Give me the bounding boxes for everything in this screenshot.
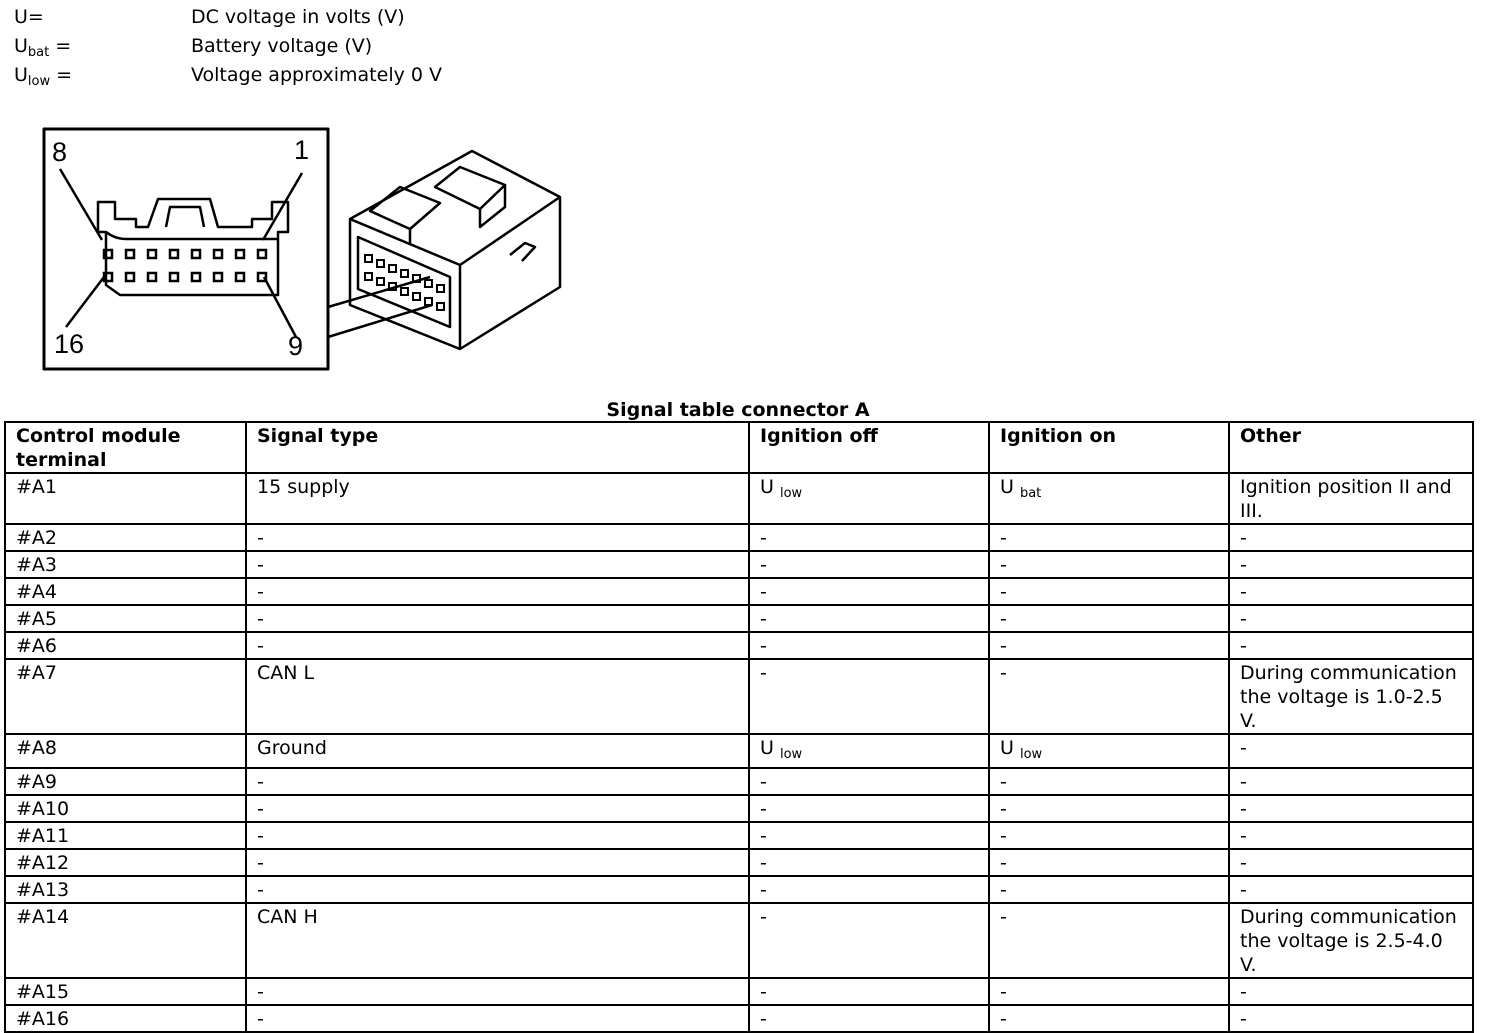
signal-type-cell: -	[246, 876, 749, 903]
connector-figure	[40, 127, 580, 381]
table-row	[5, 876, 1473, 903]
other-cell: -	[1229, 849, 1473, 876]
ignition-on-cell: -	[989, 795, 1229, 822]
terminal-cell: #A8	[5, 734, 246, 768]
terminal-cell: #A2	[5, 524, 246, 551]
ignition-on-cell: -	[989, 632, 1229, 659]
terminal-cell: #A6	[5, 632, 246, 659]
pin-label-1: 1	[294, 135, 310, 165]
ignition-on-cell: -	[989, 578, 1229, 605]
ignition-off-cell: -	[749, 605, 989, 632]
ignition-on-cell: -	[989, 605, 1229, 632]
ignition-off-cell: -	[749, 632, 989, 659]
terminal-cell: #A4	[5, 578, 246, 605]
other-cell: -	[1229, 876, 1473, 903]
signal-type-cell: -	[246, 632, 749, 659]
terminal-cell: #A15	[5, 978, 246, 1005]
connector-illustration	[40, 127, 580, 377]
table-row	[5, 795, 1473, 822]
table-row	[5, 978, 1473, 1005]
signal-type-cell: -	[246, 795, 749, 822]
terminal-cell: #A13	[5, 876, 246, 903]
signal-type-cell: -	[246, 822, 749, 849]
terminal-cell: #A14	[5, 903, 246, 978]
ignition-off-cell: -	[749, 768, 989, 795]
legend-description: Battery voltage (V)	[191, 35, 373, 57]
pin-view-box	[44, 129, 328, 369]
ignition-on-cell: -	[989, 524, 1229, 551]
ignition-on-cell: -	[989, 659, 1229, 734]
column-header: Ignition on	[989, 422, 1229, 473]
other-cell: Ignition position II and III.	[1229, 473, 1473, 524]
other-cell: -	[1229, 578, 1473, 605]
terminal-cell: #A9	[5, 768, 246, 795]
ignition-on-cell: -	[989, 1005, 1229, 1032]
ignition-off-cell: -	[749, 524, 989, 551]
other-cell: During communication the voltage is 2.5-4.0 V.	[1229, 903, 1473, 978]
terminal-cell: #A16	[5, 1005, 246, 1032]
table-row	[5, 822, 1473, 849]
signal-type-cell: -	[246, 849, 749, 876]
ignition-off-cell: -	[749, 795, 989, 822]
ignition-off-cell: -	[749, 978, 989, 1005]
ignition-off-cell: -	[749, 876, 989, 903]
other-cell: -	[1229, 551, 1473, 578]
table-title: Signal table connector A	[606, 399, 870, 421]
other-cell: -	[1229, 822, 1473, 849]
table-row	[5, 632, 1473, 659]
pin-grid	[104, 250, 266, 281]
ignition-on-cell: -	[989, 876, 1229, 903]
ignition-on-cell: -	[989, 768, 1229, 795]
table-row	[5, 605, 1473, 632]
table-row	[5, 768, 1473, 795]
legend-symbol: U=	[14, 6, 44, 28]
ignition-on-cell: -	[989, 849, 1229, 876]
signal-type-cell: CAN H	[246, 903, 749, 978]
signal-table	[4, 421, 1474, 1033]
ignition-off-cell: -	[749, 903, 989, 978]
table-row	[5, 734, 1473, 768]
other-cell: During communication the voltage is 1.0-2.5 V.	[1229, 659, 1473, 734]
terminal-cell: #A1	[5, 473, 246, 524]
legend-description: Voltage approximately 0 V	[191, 64, 443, 86]
ignition-on-cell: -	[989, 903, 1229, 978]
legend-symbol: $U_{low}$ =	[14, 64, 73, 89]
legend-symbol: $U_{bat}$ =	[14, 35, 72, 60]
other-cell: -	[1229, 1005, 1473, 1032]
table-header-row	[5, 422, 1473, 473]
table-body	[5, 473, 1473, 1032]
signal-type-cell: -	[246, 1005, 749, 1032]
ignition-off-cell: -	[749, 1005, 989, 1032]
terminal-cell: #A10	[5, 795, 246, 822]
other-cell: -	[1229, 605, 1473, 632]
table-row	[5, 1005, 1473, 1032]
signal-type-cell: 15 supply	[246, 473, 749, 524]
ignition-off-cell: -	[749, 849, 989, 876]
pin-label-16: 16	[54, 329, 85, 359]
terminal-cell: #A11	[5, 822, 246, 849]
table-row	[5, 551, 1473, 578]
signal-type-cell: -	[246, 551, 749, 578]
pin-label-8: 8	[52, 137, 68, 167]
terminal-cell: #A3	[5, 551, 246, 578]
signal-type-cell: CAN L	[246, 659, 749, 734]
ignition-off-cell: -	[749, 551, 989, 578]
ignition-off-cell: -	[749, 578, 989, 605]
ignition-off-cell: U $_{low}$	[749, 473, 989, 524]
ignition-on-cell: -	[989, 822, 1229, 849]
column-header: Other	[1229, 422, 1473, 473]
signal-type-cell: -	[246, 524, 749, 551]
column-header: Ignition off	[749, 422, 989, 473]
ignition-on-cell: U $_{low}$	[989, 734, 1229, 768]
terminal-cell: #A5	[5, 605, 246, 632]
ignition-off-cell: -	[749, 659, 989, 734]
ignition-on-cell: -	[989, 978, 1229, 1005]
ignition-off-cell: U $_{low}$	[749, 734, 989, 768]
other-cell: -	[1229, 524, 1473, 551]
column-header: Control module terminal	[5, 422, 246, 473]
table-row	[5, 473, 1473, 524]
ignition-on-cell: U $_{bat}$	[989, 473, 1229, 524]
ignition-off-cell: -	[749, 822, 989, 849]
other-cell: -	[1229, 768, 1473, 795]
other-cell: -	[1229, 734, 1473, 768]
other-cell: -	[1229, 978, 1473, 1005]
terminal-cell: #A7	[5, 659, 246, 734]
table-row	[5, 849, 1473, 876]
signal-type-cell: -	[246, 978, 749, 1005]
signal-type-cell: -	[246, 768, 749, 795]
table-row	[5, 578, 1473, 605]
ignition-on-cell: -	[989, 551, 1229, 578]
pin-label-9: 9	[288, 331, 304, 361]
signal-type-cell: Ground	[246, 734, 749, 768]
terminal-cell: #A12	[5, 849, 246, 876]
other-cell: -	[1229, 795, 1473, 822]
legend-description: DC voltage in volts (V)	[191, 6, 405, 28]
signal-type-cell: -	[246, 605, 749, 632]
other-cell: -	[1229, 632, 1473, 659]
signal-type-cell: -	[246, 578, 749, 605]
table-row	[5, 903, 1473, 978]
table-row	[5, 524, 1473, 551]
column-header: Signal type	[246, 422, 749, 473]
table-row	[5, 659, 1473, 734]
